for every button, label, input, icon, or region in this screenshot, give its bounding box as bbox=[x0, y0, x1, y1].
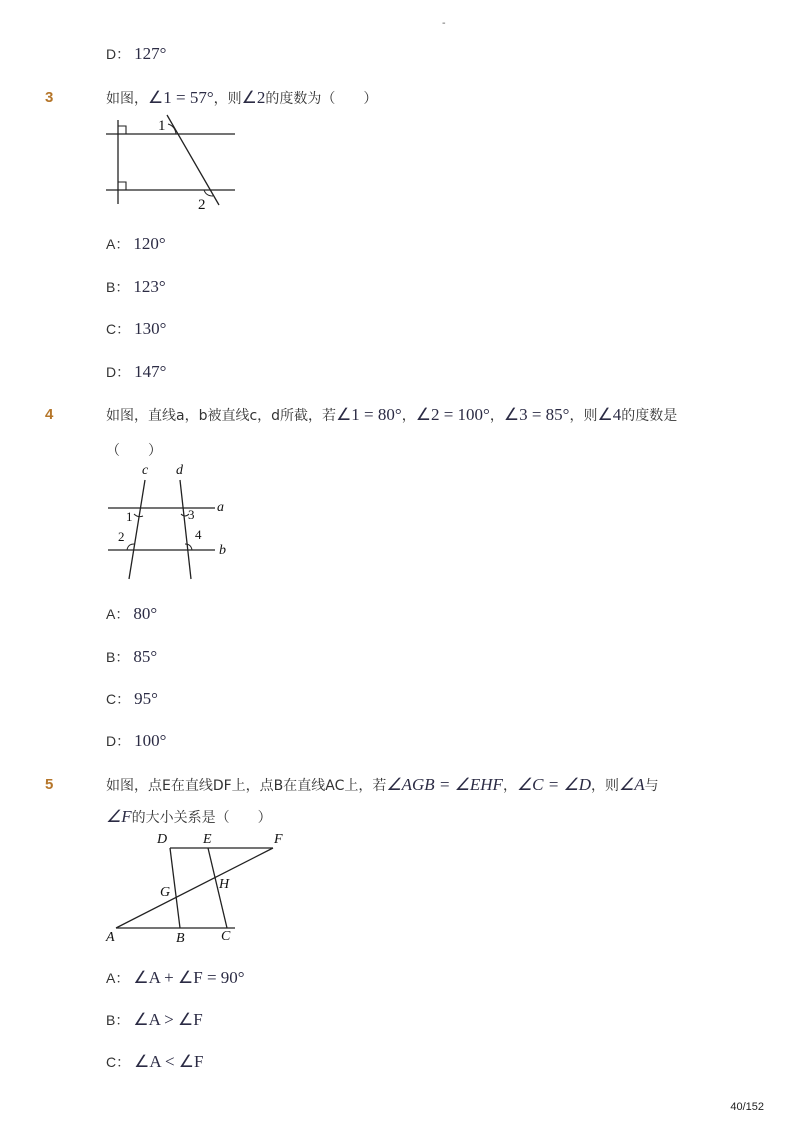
q4-math-1: ∠1 = 80° bbox=[336, 405, 402, 424]
q5-label-E: E bbox=[203, 832, 212, 847]
q4-label-1: 1 bbox=[126, 509, 133, 524]
q3-text-c: 的度数为（ ） bbox=[265, 91, 378, 107]
q4-option-b[interactable] bbox=[106, 647, 157, 667]
q5-math-1: ∠AGB = ∠EHF bbox=[386, 775, 503, 794]
q5-option-b[interactable] bbox=[106, 1010, 203, 1030]
q4-option-a[interactable] bbox=[106, 604, 157, 624]
q4-label-c: c bbox=[142, 463, 149, 478]
option-value: 130° bbox=[134, 319, 167, 338]
q5-text-b: ，则 bbox=[591, 778, 620, 794]
option-label: B： bbox=[106, 1012, 130, 1028]
option-value: 95° bbox=[134, 689, 158, 708]
q4-label-3: 3 bbox=[188, 507, 195, 522]
q4-text-c: 的度数是 bbox=[621, 408, 678, 424]
q4-option-d[interactable] bbox=[106, 731, 166, 751]
option-value: 147° bbox=[134, 362, 167, 381]
option-label: B： bbox=[106, 279, 130, 295]
option-value: 123° bbox=[133, 277, 166, 296]
q4-figure bbox=[100, 458, 240, 584]
q5-label-G: G bbox=[160, 885, 171, 900]
question-text bbox=[106, 405, 677, 425]
question-number: 4 bbox=[45, 406, 54, 423]
q4-label-2: 2 bbox=[118, 529, 125, 544]
question-text-line2: （ ） bbox=[106, 443, 162, 459]
question-text bbox=[106, 88, 377, 108]
q5-label-H: H bbox=[219, 877, 230, 892]
q4-text-a: 如图，直线a，b被直线c，d所截，若 bbox=[106, 408, 337, 424]
q3-label-2: 2 bbox=[198, 197, 206, 213]
q4-math-3: ∠3 = 85° bbox=[503, 405, 570, 424]
option-value: 80° bbox=[133, 604, 158, 623]
question-text-line2 bbox=[106, 807, 272, 827]
q5-text-c: 与 bbox=[644, 778, 659, 794]
option-label: C： bbox=[106, 1054, 131, 1070]
option-value: 120° bbox=[133, 234, 166, 253]
option-label: D： bbox=[106, 733, 131, 749]
q5-text-d: 的大小关系是（ ） bbox=[131, 810, 272, 826]
q3-math-1: ∠1 = 57° bbox=[148, 88, 214, 107]
q5-label-D: D bbox=[157, 832, 168, 847]
q4-label-4: 4 bbox=[195, 527, 202, 542]
q5-sep-1: ， bbox=[502, 778, 517, 794]
q4-sep-1: ， bbox=[401, 408, 416, 424]
q5-label-C: C bbox=[221, 929, 231, 944]
q5-math-3: ∠A bbox=[619, 775, 645, 794]
option-label: A： bbox=[106, 236, 130, 252]
q5-option-c[interactable] bbox=[106, 1052, 204, 1072]
q3-label-1: 1 bbox=[158, 118, 166, 134]
q4-math-4: ∠4 bbox=[597, 405, 622, 424]
header-mark: - bbox=[442, 18, 446, 29]
question-number: 3 bbox=[45, 89, 54, 106]
option-label: D： bbox=[106, 46, 131, 62]
option-label: C： bbox=[106, 321, 131, 337]
q3-math-2: ∠2 bbox=[241, 88, 266, 107]
q3-text-b: ，则 bbox=[213, 91, 242, 107]
q3-option-d[interactable] bbox=[106, 362, 166, 382]
q3-figure bbox=[100, 112, 250, 214]
q4-label-a: a bbox=[217, 500, 224, 515]
option-value: 127° bbox=[134, 44, 167, 63]
q5-figure bbox=[100, 828, 295, 948]
option-label: A： bbox=[106, 970, 130, 986]
q3-option-b[interactable] bbox=[106, 277, 166, 297]
q5-math-4: ∠F bbox=[106, 807, 132, 826]
option-label: A： bbox=[106, 606, 130, 622]
q3-option-c[interactable] bbox=[106, 319, 166, 339]
q5-math-2: ∠C = ∠D bbox=[516, 775, 592, 794]
option-label: C： bbox=[106, 691, 131, 707]
prev-option-d[interactable] bbox=[106, 44, 166, 64]
page-number: 40/152 bbox=[730, 1101, 764, 1113]
option-label: B： bbox=[106, 649, 130, 665]
option-value: ∠A < ∠F bbox=[134, 1052, 204, 1071]
option-value: 100° bbox=[134, 731, 167, 750]
q5-text-a: 如图，点E在直线DF上，点B在直线AC上，若 bbox=[106, 778, 387, 794]
q5-option-a[interactable] bbox=[106, 968, 245, 988]
option-value: ∠A + ∠F = 90° bbox=[133, 968, 245, 987]
question-number: 5 bbox=[45, 776, 54, 793]
option-label: D： bbox=[106, 364, 131, 380]
q4-option-c[interactable] bbox=[106, 689, 158, 709]
q5-label-A: A bbox=[106, 930, 115, 945]
q4-label-d: d bbox=[176, 463, 183, 478]
q5-label-B: B bbox=[176, 931, 185, 946]
q4-sep-2: ， bbox=[489, 408, 504, 424]
q3-option-a[interactable] bbox=[106, 234, 166, 254]
q5-label-F: F bbox=[274, 832, 283, 847]
question-text bbox=[106, 775, 659, 795]
q4-label-b: b bbox=[219, 543, 226, 558]
q3-text-a: 如图， bbox=[106, 91, 148, 107]
option-value: ∠A > ∠F bbox=[133, 1010, 203, 1029]
q4-math-2: ∠2 = 100° bbox=[415, 405, 490, 424]
q4-text-b: ，则 bbox=[569, 408, 598, 424]
option-value: 85° bbox=[133, 647, 158, 666]
